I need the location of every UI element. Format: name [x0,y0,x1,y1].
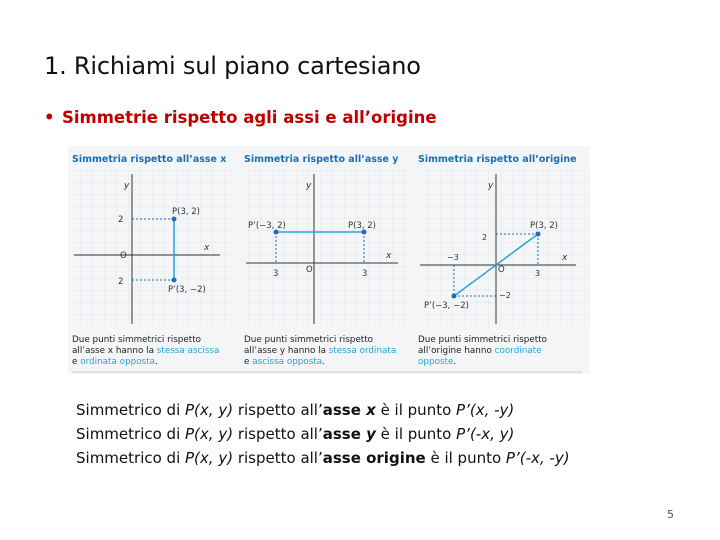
origin-label: O [306,265,313,275]
caption-line: opposte. [418,357,457,367]
point-p-image-label: P’(−3, 2) [248,221,286,231]
axis-label-y: y [488,181,494,191]
axis-label-y: y [124,181,130,191]
symmetry-figure [68,146,590,374]
caption-line: Due punti simmetrici rispetto [72,335,202,345]
caption-line: e ordinata opposta. [72,357,158,367]
statement-line: Simmetrico di P(x, y) rispetto all’asse y è il punto P’(-x, y) [76,425,515,443]
origin-label: O [498,265,505,275]
point-p-image-label: P’(3, −2) [168,285,206,295]
statement-list [76,398,570,470]
tick-label: 3 [362,269,368,279]
tick-label: 2 [482,233,488,242]
page-number: 5 [667,508,674,521]
point-p-image [452,294,457,299]
origin-label: O [120,251,127,261]
point-p-label: P(3, 2) [530,221,558,231]
panel-heading: Simmetria rispetto all’origine [418,154,577,165]
point-p [172,217,177,222]
tick-label: −3 [447,253,459,262]
tick-label: 3 [535,269,541,278]
axis-label-x: x [562,253,568,263]
statement-line: Simmetrico di P(x, y) rispetto all’asse x è il punto P’(x, -y) [76,401,515,419]
bullet-item [44,108,437,127]
panel-grid [244,170,408,326]
tick-label: 3 [273,269,279,279]
caption-line: Due punti simmetrici rispetto [244,335,374,345]
point-p-label: P(3, 2) [348,221,376,231]
tick-label: −2 [499,291,511,300]
caption-line: e ascissa opposta. [244,357,325,367]
bullet-dot-icon: • [44,108,55,127]
point-p-image [172,278,177,283]
axis-label-x: x [204,243,210,253]
tick-label: 2 [118,215,124,225]
point-p [536,232,541,237]
panel-heading: Simmetria rispetto all’asse x [72,154,227,165]
statement-line: Simmetrico di P(x, y) rispetto all’asse origine è il punto P’(-x, -y) [76,449,570,467]
tick-label: 2 [118,277,124,287]
slide-title: 1. Richiami sul piano cartesiano [44,52,421,80]
caption-line: all’origine hanno coordinate [418,346,542,356]
panel-heading: Simmetria rispetto all’asse y [244,154,399,165]
point-p-label: P(3, 2) [172,207,200,217]
point-p-image-label: P’(−3, −2) [424,301,469,311]
caption-line: Due punti simmetrici rispetto [418,335,548,345]
axis-label-x: x [386,251,392,261]
axis-label-y: y [306,181,312,191]
bullet-text: Simmetrie rispetto agli assi e all’origine [62,108,437,127]
panel-grid [72,170,236,326]
caption-line: all’asse x hanno la stessa ascissa [72,346,220,356]
caption-line: all’asse y hanno la stessa ordinata [244,346,397,356]
